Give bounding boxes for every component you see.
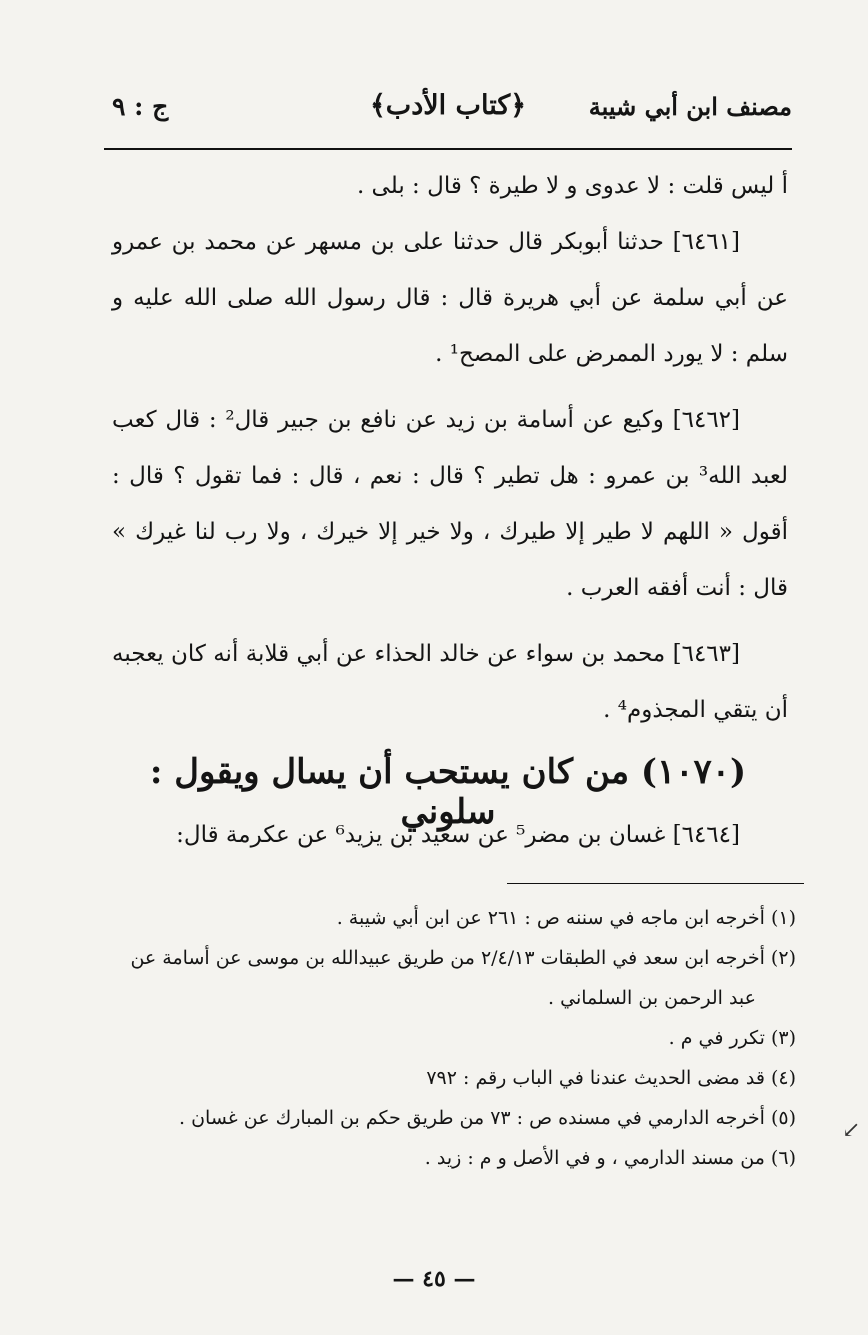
- page-number: — ٤٥ —: [392, 1266, 476, 1292]
- footnote-2: (٢) أخرجه ابن سعد في الطبقات ٢/٤/١٣ من طريق عبيدالله بن موسى عن أسامة عن عبد الرحمن بن السلماني .: [130, 947, 796, 1009]
- hadith-6461: [٦٤٦١] حدثنا أبوبكر قال حدثنا على بن مسهر عن محمد بن عمرو عن أبي سلمة عن أبي هريرة قال : قال رسول الله صلى الله عليه و سلم : لا يورد الممرض على المصح¹ .: [112, 229, 788, 367]
- main-text: [112, 158, 788, 738]
- footnote-3: (٣) تكرر في م .: [668, 1027, 796, 1049]
- volume-number: ج : ٩: [112, 92, 169, 121]
- footnote-rule: [507, 883, 804, 884]
- paragraph: أ ليس قلت : لا عدوى و لا طيرة ؟ قال : بلى .: [356, 173, 788, 199]
- footnote-5: (٥) أخرجه الدارمي في مسنده ص : ٧٣ من طريق حكم بن المبارك عن غسان .: [179, 1107, 796, 1129]
- chapter-title: ﴿كتاب الأدب﴾: [369, 90, 527, 121]
- hadith-6463: [٦٤٦٣] محمد بن سواء عن خالد الحذاء عن أبي قلابة أنه كان يعجبه أن يتقي المجذوم⁴ .: [112, 641, 788, 723]
- section-title: (١٠٧٠) من كان يستحب أن يسال ويقول : سلوني: [149, 752, 747, 832]
- footnote-4: (٤) قد مضى الحديث عندنا في الباب رقم : ٧٩٢: [426, 1067, 796, 1089]
- margin-mark-icon: ↙: [842, 1118, 861, 1143]
- header-rule: [104, 148, 792, 150]
- page-header: [104, 88, 792, 134]
- footnote-1: (١) أخرجه ابن ماجه في سننه ص : ٢٦١ عن ابن أبي شيبة .: [336, 907, 796, 929]
- footnote-6: (٦) من مسند الدارمي ، و في الأصل و م : زيد .: [424, 1147, 796, 1169]
- hadith-6462: [٦٤٦٢] وكيع عن أسامة بن زيد عن نافع بن جبير قال² : قال كعب لعبد الله³ بن عمرو : هل تطير ؟ قال : نعم ، قال : فما تقول ؟ قال : أقول « اللهم لا طير إلا طيرك ، ولا خير إلا خيرك ، ولا رب لنا غيرك » قال : أنت أفقه العرب .: [112, 407, 788, 601]
- footnotes: [130, 898, 796, 1178]
- hadith-6464: [٦٤٦٤] غسان بن مضر⁵ عن سعيد بن يزيد⁶ عن عكرمة قال:: [176, 822, 740, 848]
- book-title: مصنف ابن أبي شيبة: [588, 92, 792, 121]
